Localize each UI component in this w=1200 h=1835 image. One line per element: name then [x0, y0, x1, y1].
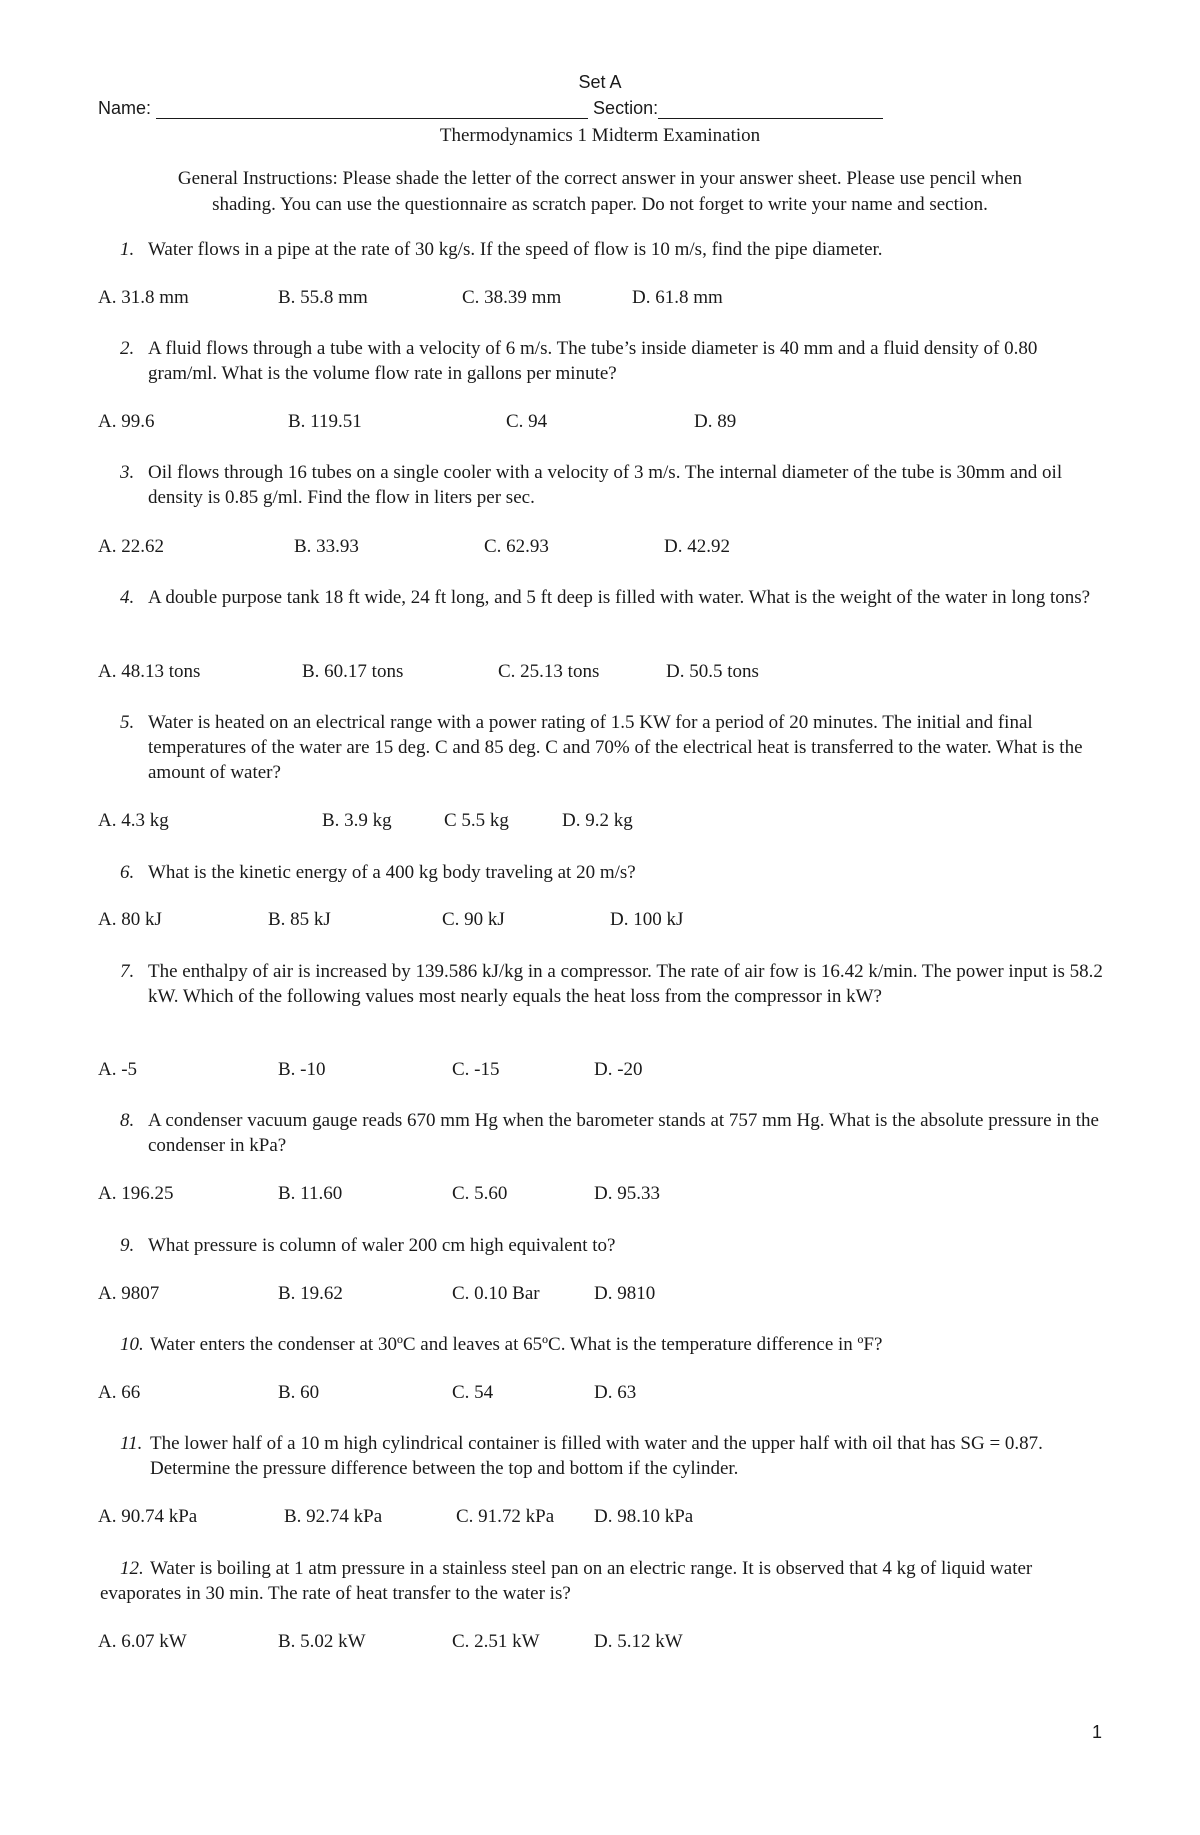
choice-c[interactable]: C. 62.93 — [484, 536, 549, 557]
question-11 — [120, 1431, 1105, 1481]
choices-4 — [98, 661, 998, 686]
name-section-line — [98, 98, 883, 119]
question-number: 6. — [120, 862, 135, 883]
question-10 — [120, 1332, 1105, 1357]
choice-a[interactable]: A. 80 kJ — [98, 909, 162, 930]
choice-b[interactable]: B. -10 — [278, 1059, 326, 1080]
choice-a[interactable]: A. 48.13 tons — [98, 661, 201, 682]
choice-c[interactable]: C. 0.10 Bar — [452, 1283, 540, 1304]
choice-d[interactable]: D. 100 kJ — [610, 909, 684, 930]
choices-11 — [98, 1506, 998, 1531]
question-text: A fluid flows through a tube with a velocity of 6 m/s. The tube’s inside diameter is 40 mm and a fluid density of 0.80 gram/ml. What is the volume flow rate in gallons per minute? — [148, 338, 1038, 384]
question-text: Water enters the condenser at 30ºC and leaves at 65ºC. What is the temperature difference in ºF? — [150, 1334, 883, 1355]
question-number: 1. — [120, 239, 135, 260]
section-blank[interactable] — [658, 100, 883, 119]
choices-5 — [98, 810, 998, 835]
choice-b[interactable]: B. 5.02 kW — [278, 1631, 366, 1652]
question-text: A double purpose tank 18 ft wide, 24 ft long, and 5 ft deep is filled with water. What is the weight of the water in long tons? — [148, 587, 1091, 608]
question-12 — [100, 1556, 1105, 1606]
choice-b[interactable]: B. 33.93 — [294, 536, 359, 557]
choice-d[interactable]: D. 50.5 tons — [666, 661, 759, 682]
choice-a[interactable]: A. 31.8 mm — [98, 287, 189, 308]
choice-d[interactable]: D. 5.12 kW — [594, 1631, 683, 1652]
choice-b[interactable]: B. 19.62 — [278, 1283, 343, 1304]
question-9 — [120, 1233, 1105, 1258]
choices-10 — [98, 1382, 998, 1407]
question-2 — [120, 336, 1105, 386]
question-number: 11. — [120, 1433, 143, 1454]
choices-3 — [98, 536, 998, 561]
question-number: 2. — [120, 338, 135, 359]
question-text: The enthalpy of air is increased by 139.586 kJ/kg in a compressor. The rate of air fow is 16.42 k/min. The power input is 58.2 kW. Which of the following values most nearly equals the heat loss from the compressor in kW? — [148, 961, 1103, 1007]
question-number: 3. — [120, 462, 135, 483]
choice-c[interactable]: C. 90 kJ — [442, 909, 505, 930]
question-3 — [120, 460, 1105, 510]
choice-c[interactable]: C. 38.39 mm — [462, 287, 562, 308]
choice-a[interactable]: A. 90.74 kPa — [98, 1506, 198, 1527]
choice-b[interactable]: B. 60 — [278, 1382, 320, 1403]
choice-d[interactable]: D. -20 — [594, 1059, 643, 1080]
choice-d[interactable]: D. 89 — [694, 411, 737, 432]
question-number: 4. — [120, 587, 135, 608]
choice-a[interactable]: A. 66 — [98, 1382, 141, 1403]
name-blank[interactable] — [156, 100, 588, 119]
question-text: Water flows in a pipe at the rate of 30 kg/s. If the speed of flow is 10 m/s, find the pipe diameter. — [148, 239, 883, 260]
choice-b[interactable]: B. 60.17 tons — [302, 661, 404, 682]
choice-b[interactable]: B. 11.60 — [278, 1183, 343, 1204]
choice-b[interactable]: B. 3.9 kg — [322, 810, 392, 831]
question-8 — [120, 1108, 1105, 1158]
choices-9 — [98, 1283, 998, 1308]
choices-12 — [98, 1631, 998, 1656]
choice-a[interactable]: A. 4.3 kg — [98, 810, 169, 831]
choice-b[interactable]: B. 92.74 kPa — [284, 1506, 383, 1527]
choices-7 — [98, 1059, 998, 1084]
choice-c[interactable]: C. 2.51 kW — [452, 1631, 540, 1652]
choice-a[interactable]: A. -5 — [98, 1059, 138, 1080]
choices-8 — [98, 1183, 998, 1208]
question-7 — [120, 959, 1105, 1009]
question-1 — [120, 237, 1105, 262]
choice-b[interactable]: B. 119.51 — [288, 411, 362, 432]
choice-a[interactable]: A. 9807 — [98, 1283, 160, 1304]
choice-d[interactable]: D. 9.2 kg — [562, 810, 633, 831]
question-number: 9. — [120, 1235, 135, 1256]
choice-d[interactable]: D. 63 — [594, 1382, 637, 1403]
question-5 — [120, 710, 1105, 785]
choice-d[interactable]: D. 9810 — [594, 1283, 656, 1304]
name-label: Name: — [98, 98, 152, 118]
page-number: 1 — [1092, 1722, 1103, 1742]
question-text: Water is heated on an electrical range with a power rating of 1.5 KW for a period of 20 minutes. The initial and final temperatures of the water are 15 deg. C and 85 deg. C and 70% of the electrical heat is transferred to the water. What is the amount of water? — [148, 712, 1083, 783]
choice-c[interactable]: C 5.5 kg — [444, 810, 509, 831]
question-text: What pressure is column of waler 200 cm high equivalent to? — [148, 1235, 616, 1256]
set-label: Set A — [578, 72, 622, 92]
choice-d[interactable]: D. 61.8 mm — [632, 287, 723, 308]
choices-6 — [98, 909, 998, 934]
choice-a[interactable]: A. 6.07 kW — [98, 1631, 187, 1652]
choices-2 — [98, 411, 998, 436]
choice-d[interactable]: D. 98.10 kPa — [594, 1506, 694, 1527]
question-number: 5. — [120, 712, 135, 733]
choice-c[interactable]: C. 94 — [506, 411, 548, 432]
choice-c[interactable]: C. 91.72 kPa — [456, 1506, 555, 1527]
section-label: Section: — [593, 98, 659, 118]
choice-a[interactable]: A. 196.25 — [98, 1183, 174, 1204]
choice-c[interactable]: C. 54 — [452, 1382, 494, 1403]
choice-d[interactable]: D. 42.92 — [664, 536, 730, 557]
choice-c[interactable]: C. -15 — [452, 1059, 500, 1080]
exam-title: Thermodynamics 1 Midterm Examination — [439, 125, 761, 146]
choice-a[interactable]: A. 22.62 — [98, 536, 164, 557]
question-text: Oil flows through 16 tubes on a single cooler with a velocity of 3 m/s. The internal diameter of the tube is 30mm and oil density is 0.85 g/ml. Find the flow in liters per sec. — [148, 462, 1063, 508]
question-number: 12. — [120, 1558, 144, 1579]
choice-a[interactable]: A. 99.6 — [98, 411, 155, 432]
question-text: A condenser vacuum gauge reads 670 mm Hg when the barometer stands at 757 mm Hg. What is the absolute pressure in the condenser in kPa? — [148, 1110, 1099, 1156]
question-6 — [120, 860, 1105, 885]
instructions-line-2: shading. You can use the questionnaire as scratch paper. Do not forget to write your name and section. — [212, 194, 988, 215]
question-number: 8. — [120, 1110, 135, 1131]
question-number: 7. — [120, 961, 135, 982]
question-4 — [120, 585, 1105, 610]
choice-c[interactable]: C. 25.13 tons — [498, 661, 600, 682]
question-text: Water is boiling at 1 atm pressure in a stainless steel pan on an electric range. It is observed that 4 kg of liquid water evaporates in 30 min. The rate of heat transfer to the water is? — [100, 1558, 1033, 1604]
question-text: The lower half of a 10 m high cylindrical container is filled with water and the upper half with oil that has SG = 0.87. Determine the pressure difference between the top and bottom if the cylinder. — [150, 1433, 1043, 1479]
choice-d[interactable]: D. 95.33 — [594, 1183, 660, 1204]
question-text: What is the kinetic energy of a 400 kg body traveling at 20 m/s? — [148, 862, 636, 883]
question-number: 10. — [120, 1334, 144, 1355]
choice-c[interactable]: C. 5.60 — [452, 1183, 508, 1204]
instructions-line-1: General Instructions: Please shade the letter of the correct answer in your answer sheet. Please use pencil when — [177, 168, 1023, 189]
choice-b[interactable]: B. 85 kJ — [268, 909, 331, 930]
choices-1 — [98, 287, 998, 312]
choice-b[interactable]: B. 55.8 mm — [278, 287, 368, 308]
